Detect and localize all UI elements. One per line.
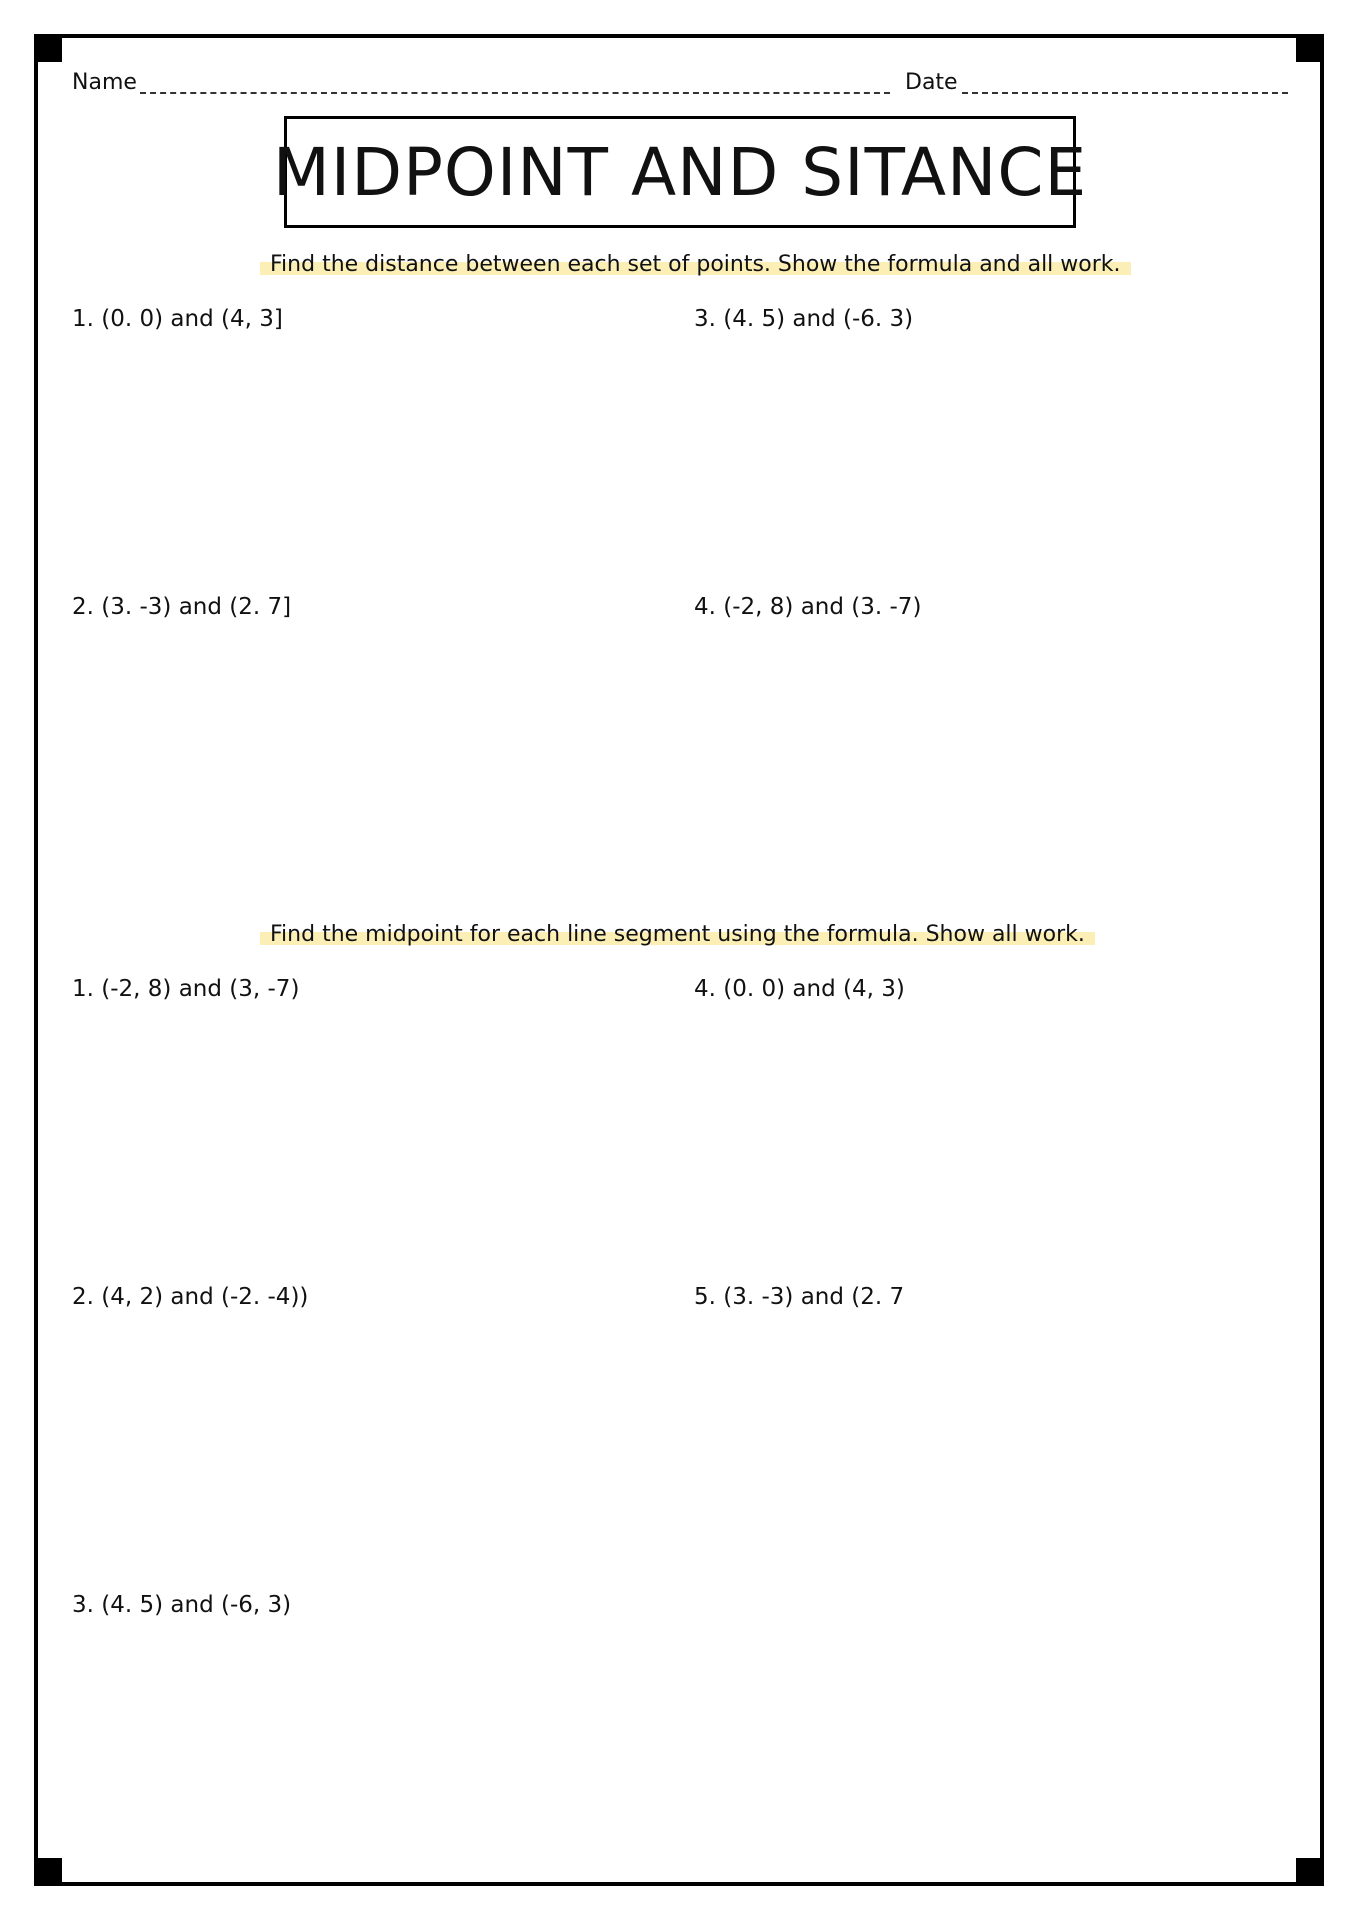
corner-mark-top-right [1296, 34, 1324, 62]
page-title: MIDPOINT AND SITANCE [272, 133, 1088, 211]
corner-mark-bottom-right [1296, 1858, 1324, 1886]
date-label: Date [905, 70, 958, 95]
midpoint-problem-4: 4. (0. 0) and (4, 3) [694, 976, 905, 1002]
title-box [272, 116, 1088, 228]
corner-mark-top-left [34, 34, 62, 62]
name-label: Name [72, 70, 137, 95]
distance-problem-1: 1. (0. 0) and (4, 3] [72, 306, 283, 332]
midpoint-problem-2: 2. (4, 2) and (-2. -4)) [72, 1284, 309, 1310]
midpoint-problem-3: 3. (4. 5) and (-6, 3) [72, 1592, 292, 1618]
name-field[interactable] [140, 92, 890, 94]
midpoint-problem-5: 5. (3. -3) and (2. 7 [694, 1284, 905, 1310]
distance-problem-4: 4. (-2, 8) and (3. -7) [694, 594, 922, 620]
corner-mark-bottom-left [34, 1858, 62, 1886]
date-field[interactable] [962, 92, 1288, 94]
distance-problem-2: 2. (3. -3) and (2. 7] [72, 594, 292, 620]
midpoint-instruction: Find the midpoint for each line segment using the formula. Show all work. [260, 922, 1095, 947]
distance-problem-3: 3. (4. 5) and (-6. 3) [694, 306, 914, 332]
midpoint-problem-1: 1. (-2, 8) and (3, -7) [72, 976, 300, 1002]
distance-instruction: Find the distance between each set of points. Show the formula and all work. [260, 252, 1131, 277]
